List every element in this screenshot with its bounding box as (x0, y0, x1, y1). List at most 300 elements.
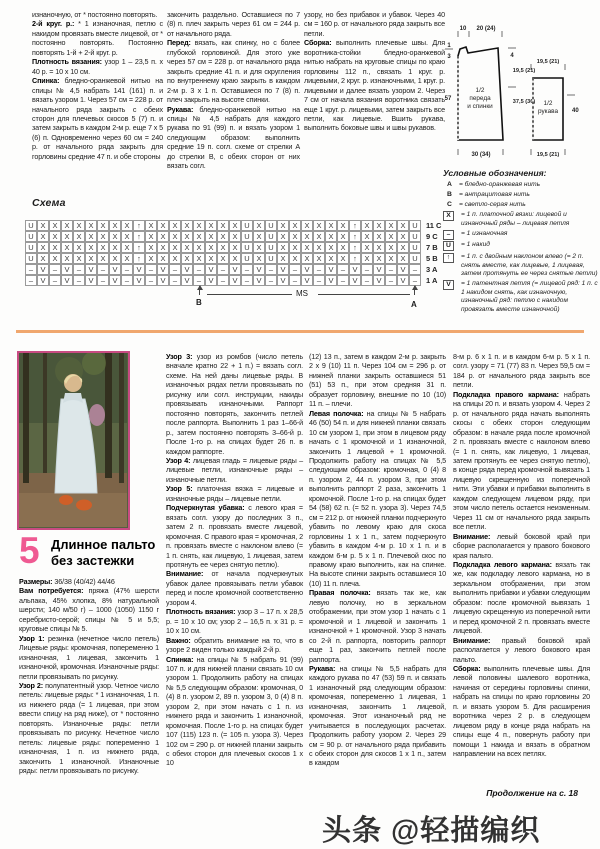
chart-cell: X (97, 220, 109, 231)
chart-cell: V (397, 264, 409, 275)
section-divider (16, 330, 584, 333)
legend-symbol: U (443, 241, 454, 251)
paragraph: Узор 1: резинка (нечетное число петель) Лицевые ряды: кромочная, попеременно 1 изнаночная, 1 лицевая, закончить 1 изнаночной, кромочная. Изнаночные ряды: петли провязывать по рисунку. (19, 633, 159, 681)
chart-cell: X (325, 253, 337, 264)
measure-top-left: 10 (459, 26, 467, 32)
arrow-a-icon (414, 286, 415, 295)
legend-text: = 1 изнаночная (461, 229, 508, 237)
bottom-column-3 (309, 352, 446, 768)
chart-cell: X (145, 253, 157, 264)
arrow-b-icon (199, 286, 200, 295)
chart-cell: X (121, 242, 133, 253)
chart-cell: X (157, 231, 169, 242)
chart-cell: U (241, 231, 253, 242)
chart-cell: X (193, 253, 205, 264)
chart-cell: U (25, 220, 37, 231)
chart-row (25, 275, 441, 286)
paragraph: Плотность вязания: узор 1 – 23,5 п. х 40 р. = 10 х 10 см. (32, 57, 163, 76)
chart-cell: X (61, 220, 73, 231)
chart-cell: U (409, 242, 421, 253)
chart-cell: X (181, 231, 193, 242)
chart-cell: X (73, 220, 85, 231)
top-column-3 (304, 10, 445, 133)
chart-cell: – (265, 275, 277, 286)
chart-cell: X (85, 242, 97, 253)
chart-cell: – (337, 264, 349, 275)
chart-cell: X (157, 242, 169, 253)
paragraph: Плотность вязания: узор 3 – 17 п. х 28,5 р. = 10 х 10 см; узор 2 – 16,5 п. х 31 р. = 10 х 10 см. (166, 607, 303, 636)
chart-cell: ↑ (349, 231, 361, 242)
chart-cell: – (49, 275, 61, 286)
paragraph: изнаночную, от * постоянно повторять. (32, 10, 158, 19)
chart-cell: U (241, 220, 253, 231)
legend-item (443, 230, 599, 240)
chart-cell: X (229, 220, 241, 231)
chart-cell: X (313, 231, 325, 242)
chart-cell: – (217, 264, 229, 275)
chart-cell: X (157, 220, 169, 231)
marker-b: B (196, 298, 202, 307)
chart-cell: – (361, 275, 373, 286)
chart-cell: X (277, 242, 289, 253)
chart-cell: – (193, 275, 205, 286)
chart-cell: X (193, 231, 205, 242)
chart-cell: X (73, 231, 85, 242)
chart-row-label: 9 C (426, 232, 438, 241)
paragraph: Внимание: правый боковой край располагается у левого бокового края пальто. (453, 635, 590, 664)
paragraph: 8-м р. 6 х 1 п. и в каждом 6-м р. 5 х 1 п. согл. узору = 71 (77) 83 п. Через 59,5 см = 184 р. от начального ряда закрыть все петли. (453, 352, 590, 390)
chart-cell: – (121, 275, 133, 286)
chart-cell: X (49, 220, 61, 231)
chart-cell: U (241, 253, 253, 264)
paragraph: Узор 4: лицевая гладь = лицевые ряды – лицевые петли, изнаночные ряды – изнаночные петли. (166, 455, 303, 484)
chart-cell: X (181, 242, 193, 253)
pattern-title-line1: Длинное пальто (51, 537, 156, 552)
chart-cell: ↑ (349, 220, 361, 231)
chart-cell: X (361, 220, 373, 231)
chart-cell: X (337, 220, 349, 231)
chart-cell: U (409, 231, 421, 242)
chart-cell: X (181, 220, 193, 231)
chart-cell: – (145, 275, 157, 286)
legend-symbol: B (447, 191, 452, 199)
chart-cell: X (61, 242, 73, 253)
chart-cell: X (97, 242, 109, 253)
chart-cell: X (397, 242, 409, 253)
chart-cell: V (325, 275, 337, 286)
schema-heading: Схема (32, 197, 66, 209)
paragraph: Важно: обратить внимание на то, что в узоре 2 виден только каждый 2-й р. (166, 635, 303, 655)
chart-row-label: 5 B (426, 254, 438, 263)
legend-item (443, 181, 599, 190)
paragraph: Рукава: на спицы № 5,5 набрать для каждого рукава по 47 (53) 59 п. и связать 1 изнаночный ряд следующим образом: кромочная, попеременно 1 лицевая, 1 изнаночная, закончить 1 лицевой, кромочная. Этот изнаночный ряд не учитывается в последующих расчетах. Продолжить работу узором 2. Через 29 см = 90 р. от начального ряда прибавить с обеих сторон для скосов 1 х 1 п., затем в каждом (309, 663, 446, 768)
chart-cell: X (373, 220, 385, 231)
paragraph: Левая полочка: на спицы № 5 набрать 46 (50) 54 п. и для нижней планки связать 10 см узором 1, при этом в лицевом ряду начать с 1 кромочной и 1 изнаночной, закончить 1 лицевой + 1 кромочной. Продолжить работу на спицах № 5,5 следующим образом: кромочная, 0 (4) 8 п. узором 2, 44 п. узором 3, при этом выполнить раппорт 2 раза, закончить 1 кромочной. После 1-го р. на спицах будет 54 (58) 62 п. (= 52 п. узора 3). Через 74,5 см = 212 р. от нижней планки подчеркнуто убавить по левому краю для скоса горловины 1 х 1 п., затем подчеркнуто убавить в каждом 4-м р. 10 х 1 п. и в каждом 6-м р. 5 х 1 п. Плечевой скос по правому краю выполнить, как на спинке. На высоте спинки закрыть оставшиеся 10 (10) 11 п. плеча. (309, 408, 446, 588)
paragraph: закончить раздельно. Оставшиеся по 7 (8) п. плеч закрыть через 61 см = 244 р. от начального ряда. (167, 10, 300, 38)
chart-cell: X (121, 253, 133, 264)
chart-markers (0, 288, 600, 314)
watermark: 头条 @轻描编织 (322, 815, 541, 847)
bottom-column-2 (166, 352, 303, 768)
measure-top-right: 20 (24) (476, 26, 496, 32)
chart-cell: X (85, 231, 97, 242)
chart-cell: V (61, 264, 73, 275)
chart-row (25, 242, 441, 253)
chart-cell: – (97, 275, 109, 286)
chart-cell: ↑ (349, 242, 361, 253)
chart-cell: X (373, 242, 385, 253)
chart-cell: ↑ (133, 242, 145, 253)
chart-cell: X (361, 253, 373, 264)
chart-row-label: 3 A (426, 265, 438, 274)
photo-scene (19, 353, 127, 527)
chart-cell: X (37, 220, 49, 231)
marker-a: A (411, 300, 417, 309)
chart-cell: X (49, 231, 61, 242)
chart-cell: – (241, 275, 253, 286)
legend-item (443, 253, 599, 279)
chart-cell: – (193, 264, 205, 275)
chart-cell: – (169, 275, 181, 286)
chart-cell: U (25, 242, 37, 253)
bottom-column-1 (19, 577, 159, 776)
chart-cell: V (205, 275, 217, 286)
paragraph: Правая полочка: вязать так же, как левую полочку, но в зеркальном отображении, при этом узор 1 начать с 1 кромочной и 1 лицевой и закончить 1 изнаночной + 1 кромочной. Узор 3 начать со 2-й п. раппорта, повторить раппорт еще 1 раз, закончить петлей после раппорта. (309, 588, 447, 664)
chart-cell: V (85, 275, 97, 286)
chart-cell: V (397, 275, 409, 286)
chart-cell: X (97, 253, 109, 264)
chart-cell: U (265, 220, 277, 231)
front-back-label-3: и спинки (467, 103, 493, 110)
legend-item (443, 201, 599, 210)
chart-row (25, 253, 441, 264)
chart-cell: X (373, 253, 385, 264)
chart-cell: V (301, 264, 313, 275)
model-photo (17, 351, 130, 530)
chart-cell: X (313, 220, 325, 231)
chart-cell: X (193, 220, 205, 231)
paragraph: Узор 5: платочная вязка = лицевые и изнаночные ряды – лицевые петли. (166, 484, 303, 503)
chart-cell: – (313, 264, 325, 275)
chart-cell: U (25, 253, 37, 264)
legend-text: = светло-серая нить (459, 201, 526, 209)
chart-cell: – (265, 264, 277, 275)
chart-cell: X (217, 253, 229, 264)
legend-item (443, 241, 599, 251)
chart-row-label: 11 C (426, 221, 442, 230)
chart-cell: U (409, 220, 421, 231)
chart-cell: – (145, 264, 157, 275)
chart-cell: V (157, 264, 169, 275)
chart-cell: V (37, 275, 49, 286)
chart-row (25, 231, 441, 242)
chart-cell: X (61, 231, 73, 242)
paragraph: Спинка: на спицы № 5 набрать 91 (99) 107 п. и для нижней планки связать 10 см узором 1. Продолжить работу на спицах № 5,5 следующим образом: кромочная, 0 (4) 8 п. узором 2, 89 п. узором 3, 0 (4) 8 п. узором 2, при этом начать с 1 п. из нижнего ряда и закончить 1 изнаночной, кромочная. После 1-го р. на спицах будет 107 (115) 123 п. (= 105 п. узора 3). Через 102 см = 290 р. от нижней планки закрыть с обеих сторон для плечевых скосов 1 х 10 (166, 654, 303, 768)
legend-symbol: C (447, 201, 452, 209)
chart-cell: X (301, 231, 313, 242)
chart-cell: V (277, 275, 289, 286)
chart-cell: – (73, 275, 85, 286)
chart-cell: V (253, 275, 265, 286)
chart-cell: X (313, 253, 325, 264)
measure-bottom: 30 (34) (471, 152, 491, 158)
paragraph: узору, но без прибавок и убавок. Через 40 см = 160 р. от начального ряда закрыть все петли. (304, 10, 445, 38)
chart-cell: X (385, 253, 397, 264)
top-column-1 (32, 10, 163, 161)
paragraph: Узор 3: узор из ромбов (число петель вначале кратно 22 + 1 п.) = вязать согл. схеме. На ней даны лицевые ряды. В изнаночных рядах петли провязывать по рисунку или согл. инструкции, накиды провязывать изнаночными. Раппорт постоянно повторять, закончить петлей после раппорта. Выполнить 1 раз 1–66-й р., затем постоянно повторять 3–66-й р. После 1-го р. на спицах будет 26 п. в каждом раппорте. (166, 352, 304, 456)
chart-cell: V (205, 264, 217, 275)
legend-text: = антрацитовая нить (459, 191, 530, 199)
chart-cell: X (121, 231, 133, 242)
chart-cell: X (325, 231, 337, 242)
legend-title: Условные обозначения: (443, 168, 547, 178)
sleeve-right-measure: 40 (572, 108, 579, 114)
sleeve-label-1: 1/2 (543, 100, 553, 107)
chart-row (25, 220, 441, 231)
chart-cell: X (313, 242, 325, 253)
chart-cell: – (409, 264, 421, 275)
legend-text: = 1 накид (461, 241, 490, 249)
chart-cell: – (409, 275, 421, 286)
pattern-title (51, 537, 155, 568)
chart-cell: X (373, 231, 385, 242)
chart-cell: X (397, 231, 409, 242)
chart-cell: X (385, 242, 397, 253)
chart-cell: – (25, 275, 37, 286)
chart-cell: – (289, 264, 301, 275)
chart-cell: V (277, 264, 289, 275)
chart-cell: X (397, 220, 409, 231)
chart-cell: X (217, 242, 229, 253)
chart-cell: V (373, 275, 385, 286)
chart-cell: X (229, 231, 241, 242)
chart-cell: X (157, 253, 169, 264)
chart-cell: X (361, 231, 373, 242)
chart-cell: X (325, 220, 337, 231)
chart-cell: X (109, 231, 121, 242)
chart-cell: X (289, 231, 301, 242)
chart-cell: X (253, 231, 265, 242)
chart-cell: X (277, 231, 289, 242)
chart-cell: X (205, 242, 217, 253)
chart-cell: X (277, 220, 289, 231)
paragraph: Вам потребуется: пряжа (47% шерсти альпака, 45% хлопка, 8% натуральной шерсти; 140 м/50 г) – 1000 (1050) 1150 г серебристо-серой; спицы № 5 и 5,5; круговые спицы № 5. (19, 586, 159, 634)
chart-cell: X (121, 220, 133, 231)
chart-cell: V (325, 264, 337, 275)
front-back-label-2: переда (469, 95, 491, 102)
chart-cell: X (385, 220, 397, 231)
chart-cell: V (349, 264, 361, 275)
chart-cell: X (109, 220, 121, 231)
chart-cell: X (301, 253, 313, 264)
chart-cell: X (85, 253, 97, 264)
sleeve-bottom-measure: 19,5 (21) (536, 152, 560, 158)
paragraph: Перед: вязать, как спинку, но с более глубокой горловиной. Для этого уже через 57 см = 228 р. от начального ряда закрыть средние 41 п. и для скругления по внутреннему краю закрыть в каждом 2-м р. 3 х 1 п. Оставшиеся по 7 (8) п. плеч закрыть на высоте спинки. (167, 38, 300, 105)
chart-cell: X (145, 231, 157, 242)
paragraph: 2-й круг. р.: * 1 изнаночная, петлю с накидом провязать вместе лицевой, от * постоянно повторять. Постоянно повторять 1-й + 2-й круг. р. (32, 19, 163, 57)
top-column-2 (167, 10, 300, 171)
chart-cell: V (181, 264, 193, 275)
chart-cell: X (253, 220, 265, 231)
chart-cell: X (181, 253, 193, 264)
legend-symbol: ↑ (443, 253, 454, 263)
chart-cell: V (85, 264, 97, 275)
chart-cell: ↑ (349, 253, 361, 264)
chart-cell: V (109, 275, 121, 286)
chart-cell: U (241, 242, 253, 253)
legend-item (443, 191, 599, 200)
chart-cell: X (217, 220, 229, 231)
continued-note: Продолжение на с. 18 (486, 788, 578, 798)
chart-cell: X (253, 253, 265, 264)
chart-cell: – (169, 264, 181, 275)
chart-cell: V (37, 264, 49, 275)
chart-cell: – (97, 264, 109, 275)
front-back-label-1: 1/2 (475, 87, 485, 94)
chart-cell: X (337, 242, 349, 253)
legend-symbol: X (443, 211, 454, 221)
chart-cell: – (241, 264, 253, 275)
paragraph: Подкладка правого кармана: набрать на спицы 20 п. и вязать узором 4. Через 2 р. от начального ряда начать выполнять скосы с обеих сторон следующим образом: в начале ряда после кромочной 2 п. провязать вместе с наклоном влево (= 1 п. снять, как лицевую, 1 лицевая, затем протянуть ее через снятую петлю), в конце ряда перед кромочной вывязать 1 лицевую скрещенную из поперечной нити. Эти убавки и прибавки выполнить в каждом следующем лицевом ряду, при этом число петель остается неизменным. Через 11 см от начального ряда закрыть все петли. (453, 389, 590, 532)
chart-cell: – (313, 275, 325, 286)
chart-cell: V (181, 275, 193, 286)
chart-cell: X (73, 253, 85, 264)
chart-cell: – (25, 264, 37, 275)
chart-cell: – (49, 264, 61, 275)
chart-cell: U (265, 231, 277, 242)
paragraph: Внимание: левый боковой край при сборке располагается у правого бокового края пальто. (453, 531, 590, 560)
chart-cell: X (337, 231, 349, 242)
chart-cell: ↑ (133, 231, 145, 242)
chart-cell: X (253, 242, 265, 253)
legend-symbol: – (443, 230, 454, 240)
paragraph: Рукава: бледно-оранжевой нитью на спицы № 4,5 набрать для каждого рукава по 91 (99) п. и вязать узором 1 следующим образом: выполнить средние 19 п. согл. схеме от стрелки А до стрелки В, с обеих сторон от них вязать согл. (167, 104, 300, 171)
garment-schematics (440, 0, 600, 162)
chart-cell: V (109, 264, 121, 275)
chart-row (25, 264, 441, 275)
chart-cell: X (145, 242, 157, 253)
paragraph: Спинка: бледно-оранжевой нитью на спицы № 4,5 набрать 141 (161) п. и вязать узором 1. Через 57 см = 228 р. от начального ряда закрыть с обеих сторон для плечевых скосов 5 (7) п. и затем закрыть в каждом 2-м р. еще 7 х 5 (6) п. Одновременно через 60 см = 240 р. от начального ряда закрыть для горловины средние 47 п. и обе стороны (32, 76, 164, 161)
chart-cell: – (121, 264, 133, 275)
chart-cell: X (109, 253, 121, 264)
chart-cell: – (337, 275, 349, 286)
chart-cell: X (385, 231, 397, 242)
chart-cell: V (133, 275, 145, 286)
legend-text: = 1 патентная петля (= лицевой ряд: 1 п. с 1 накидом снять, как изнаночную, изнаночный ряд: петлю с накидом провязать вместе изнаночной) (461, 280, 598, 314)
chart-cell: ↑ (133, 220, 145, 231)
chart-cell: X (169, 231, 181, 242)
chart-cell: V (229, 275, 241, 286)
chart-cell: – (73, 264, 85, 275)
chart-cell: X (205, 231, 217, 242)
chart-cell: ↑ (133, 253, 145, 264)
legend-text: = 1 п. с двойным наклоном влево (= 2 п. снять вместе, как лицевые, 1 лицевая, затем протянуть ее через снятые петли) (461, 252, 598, 278)
chart-cell: – (385, 275, 397, 286)
chart-cell: X (289, 242, 301, 253)
chart-cell: – (361, 264, 373, 275)
chart-cell: X (217, 231, 229, 242)
paragraph: Сборка: выполнить плечевые швы. Для воротника-стойки бледно-оранжевой нитью набрать на круговые спицы по краю горловины 112 п., связать 1 круг. р. лицевыми, 2 круг. р. изнаночными, 1 круг. р. лицевыми и далее вязать узором 2. Через 7 см от начала вязания воротника связать еще 1 круг. р. лицевыми, затем закрыть все петли, как лицевые. Вшить рукава, выполнить боковые швы и швы рукавов. (304, 38, 445, 133)
chart-cell: X (169, 242, 181, 253)
stitch-chart (25, 220, 441, 286)
chart-cell: X (169, 220, 181, 231)
chart-cell: – (217, 275, 229, 286)
chart-cell: V (229, 264, 241, 275)
legend-item (443, 211, 599, 228)
legend-symbol: A (447, 181, 452, 188)
chart-cell: X (229, 253, 241, 264)
chart-cell: X (37, 253, 49, 264)
measure-right-4: 4 (510, 53, 514, 59)
chart-cell: X (361, 242, 373, 253)
chart-cell: X (277, 253, 289, 264)
chart-cell: X (229, 242, 241, 253)
measure-left-3: 3 (447, 54, 451, 60)
chart-cell: X (397, 253, 409, 264)
chart-cell: – (289, 275, 301, 286)
measure-right-lower: 37,5 (36) (512, 99, 536, 105)
sleeve-label-2: рукава (537, 108, 559, 115)
measure-right-upper: 19,5 (21) (512, 68, 536, 74)
pattern-title-line2: без застежки (51, 552, 135, 568)
chart-row-label: 7 B (426, 243, 438, 252)
chart-cell: V (61, 275, 73, 286)
chart-cell: U (25, 231, 37, 242)
paragraph: Подчеркнутая убавка: с левого края = вязать согл. узору до последних 3 п., затем 2 п. провязать вместе лицевой, кромочная. С правого края = кромочная, 2 п. провязать вместе с наклоном влево (= 1 п. снять, как лицевую, 1 лицевая, затем протянуть ее через снятую петлю). (166, 503, 304, 569)
chart-row-label: 1 A (426, 276, 438, 285)
chart-cell: V (349, 275, 361, 286)
chart-cell: U (265, 242, 277, 253)
marker-ms: MS (296, 289, 308, 298)
chart-cell: X (193, 242, 205, 253)
paragraph: (12) 13 п., затем в каждом 2-м р. закрыть 2 х 9 (10) 11 п. Через 104 см = 296 р. от нижней планки закрыть оставшиеся 51 (51) 53 п., при этом средняя 31 п. образует горловину, внешние по 10 (10) 11 п. – плечи. (309, 352, 446, 409)
chart-cell: V (301, 275, 313, 286)
chart-cell: U (409, 253, 421, 264)
chart-cell: X (169, 253, 181, 264)
chart-cell: X (289, 220, 301, 231)
chart-cell: X (205, 220, 217, 231)
chart-cell: V (253, 264, 265, 275)
chart-cell: X (85, 220, 97, 231)
chart-cell: X (73, 242, 85, 253)
chart-cell: X (49, 253, 61, 264)
chart-cell: X (37, 242, 49, 253)
bottom-column-4 (453, 352, 590, 758)
chart-cell: X (61, 253, 73, 264)
paragraph: Внимание: от начала подчеркнутых убавок далее провязывать петли убавок перед и после кромочной соответственно узором 4. (166, 569, 303, 607)
chart-cell: X (325, 242, 337, 253)
chart-cell: U (265, 253, 277, 264)
pattern-number: 5 (19, 530, 40, 571)
measure-left-1: 1 (447, 43, 451, 49)
chart-cell: X (37, 231, 49, 242)
chart-cell: X (205, 253, 217, 264)
chart-cell: X (109, 242, 121, 253)
paragraph: Сборка: выполнить плечевые швы. Для левой половины шалевого воротника, начиная от середины горловины спинки, набрать на спицы по краю горловины 20 п. и вязать узором 5. Для расширения воротника через 2 р. в следующем лицевом ряду в конце ряда набрать на спицы еще 4 п., повернуть работу при помощи 1 накида и вязать в обратном направлении на всех петлях. (453, 663, 590, 759)
sleeve-top-measure: 19,5 (21) (536, 59, 560, 65)
chart-cell: X (337, 253, 349, 264)
measure-left-57: 57 (444, 96, 452, 102)
legend-text: = бледно-оранжевая нить (459, 181, 541, 188)
chart-cell: X (49, 242, 61, 253)
chart-cell: X (301, 220, 313, 231)
paragraph: Подкладка левого кармана: вязать так же, как подкладку левого кармана, но в зеркальном отображении, при этом выполнить прибавки и убавки следующим образом: после кромочной вывязать 1 лицевую скрещенную из поперечной нити и перед кромочной 2 п. провязать вместе лицевой. (453, 559, 590, 636)
legend-text: = 1 п. платочной вязки: лицевой и изнаночный ряды – лицевая петля (461, 211, 570, 227)
chart-cell: V (133, 264, 145, 275)
chart-cell: V (157, 275, 169, 286)
chart-cell: V (373, 264, 385, 275)
paragraph: Узор 2: полупатентный узор. Четное число петель: лицевые ряды: * 1 изнаночная, 1 п. из нижнего ряда (= 1 лицевая, при этом ввести спицу на ряд ниже), от * постоянно повторять. Изнаночные ряды: петли провязывать по рисунку. Нечетное число петель: лицевые ряды: попеременно 1 изнаночная, 1 п. из нижнего ряда, закончить 1 изнаночной. Изнаночные ряды: петли провязывать по рисунку. (19, 680, 159, 776)
